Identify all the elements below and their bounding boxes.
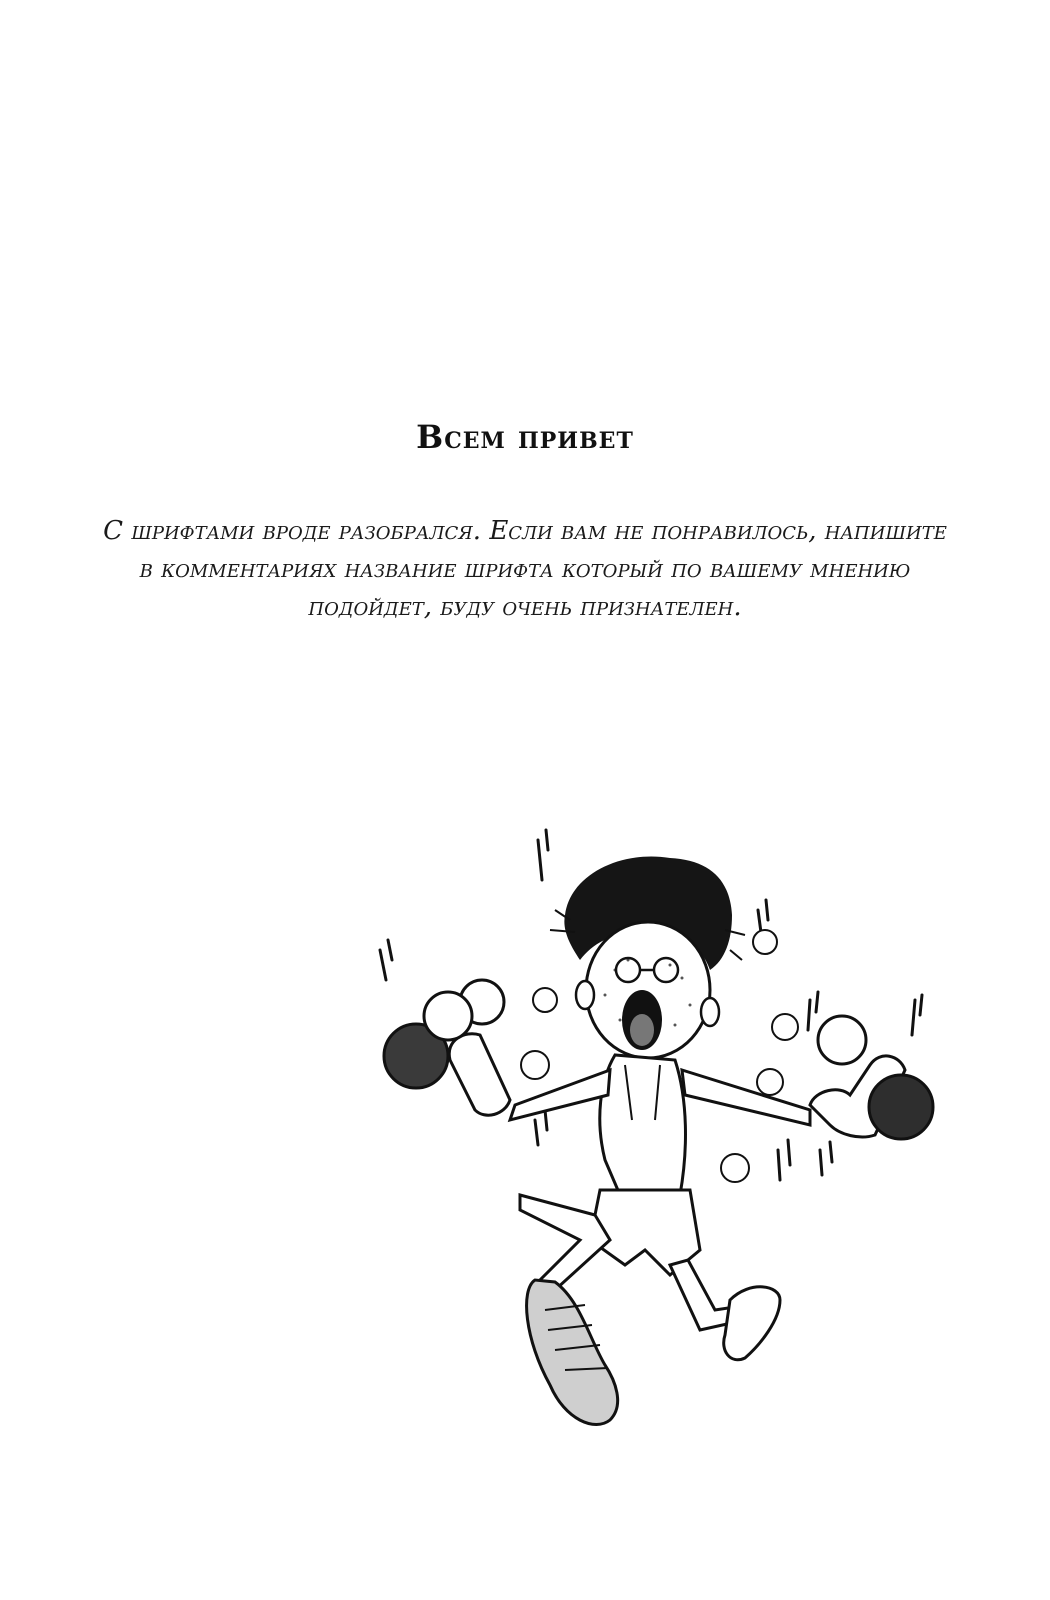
right-shoe [724, 1287, 780, 1360]
left-arm [510, 1070, 610, 1120]
message-line: в комментариях название шрифта который по вашему мнению [139, 554, 911, 584]
page-heading: Всем привет [416, 418, 634, 456]
message-text [40, 512, 1010, 626]
right-glove [869, 1075, 933, 1139]
message-line: подойдет, буду очень признателен. [308, 592, 742, 622]
right-arm [682, 1070, 810, 1125]
boxer-illustration [370, 820, 950, 1440]
left-shoe [527, 1280, 618, 1425]
torso [600, 1055, 686, 1195]
message-line: С шрифтами вроде разобрался. Если вам не понравилось, напишите [103, 516, 947, 546]
